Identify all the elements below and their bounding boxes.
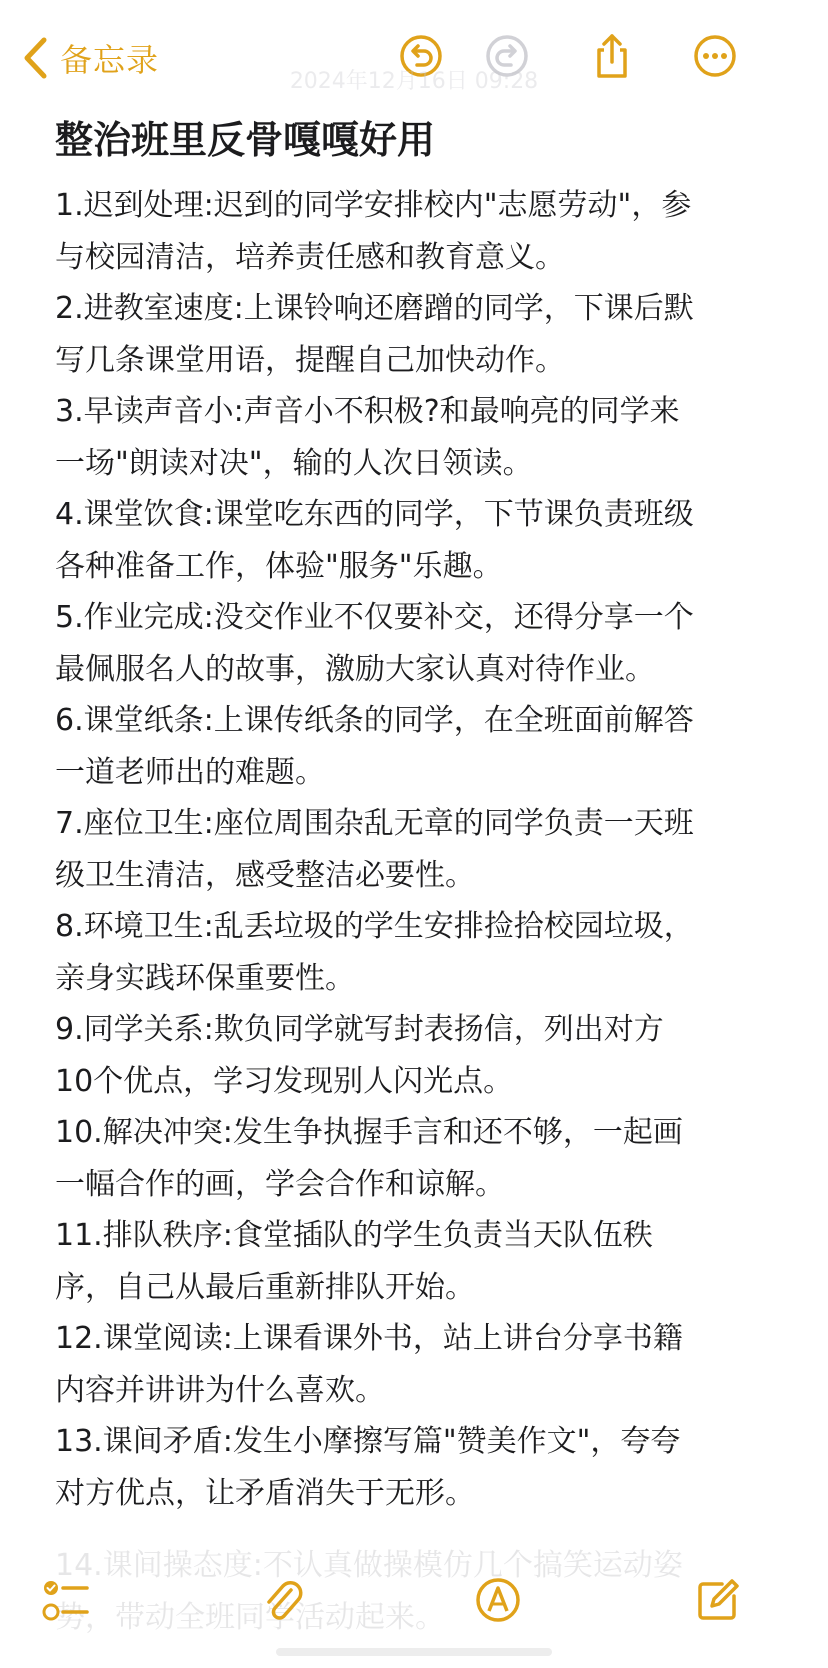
markup-icon[interactable] [470, 1572, 526, 1628]
note-line: 最佩服名人的故事，激励大家认真对待作业。 [55, 651, 655, 687]
note-line: 9.同学关系:欺负同学就写封表扬信，列出对方 [55, 1012, 664, 1047]
note-line: 5.作业完成:没交作业不仅要补交，还得分享一个 [55, 600, 694, 635]
note-line: 12.课堂阅读:上课看课外书，站上讲台分享书籍 [55, 1321, 683, 1356]
back-label: 备忘录 [60, 41, 160, 79]
share-icon[interactable] [584, 28, 640, 84]
note-line: 对方优点，让矛盾消失于无形。 [55, 1475, 475, 1511]
note-line: 一幅合作的画，学会合作和谅解。 [55, 1166, 505, 1202]
chevron-left-icon [22, 36, 48, 80]
top-navigation-bar [0, 0, 828, 112]
note-line: 一道老师出的难题。 [55, 754, 325, 790]
back-button[interactable] [22, 30, 159, 86]
note-date: 2024年12月16日 09:28 [289, 69, 539, 94]
note-line: 写几条课堂用语，提醒自己加快动作。 [55, 342, 565, 378]
note-line: 序，自己从最后重新排队开始。 [55, 1269, 475, 1305]
note-line: 2.进教室速度:上课铃响还磨蹭的同学，下课后默 [55, 291, 694, 326]
note-line: 8.环境卫生:乱丢垃圾的学生安排捡拾校园垃圾， [55, 909, 694, 944]
note-line: 11.排队秩序:食堂插队的学生负责当天队伍秩 [55, 1218, 653, 1253]
note-line: 4.课堂饮食:课堂吃东西的同学，下节课负责班级 [55, 497, 694, 532]
note-line: 各种准备工作，体验"服务"乐趣。 [55, 548, 503, 584]
note-line: 3.早读声音小:声音小不积极?和最响亮的同学来 [55, 394, 680, 429]
attachment-icon[interactable] [255, 1572, 311, 1628]
note-line: 1.迟到处理:迟到的同学安排校内"志愿劳动"，参 [55, 188, 692, 223]
note-line: 一场"朗读对决"，输的人次日领读。 [55, 445, 533, 481]
note-line: 亲身实践环保重要性。 [55, 960, 355, 996]
redo-icon[interactable] [479, 28, 535, 84]
note-line: 6.课堂纸条:上课传纸条的同学，在全班面前解答 [55, 703, 694, 738]
note-line: 10个优点，学习发现别人闪光点。 [55, 1063, 514, 1099]
undo-icon[interactable] [393, 28, 449, 84]
note-line: 内容并讲讲为什么喜欢。 [55, 1372, 385, 1408]
note-line: 10.解决冲突:发生争执握手言和还不够，一起画 [55, 1115, 683, 1150]
note-line: 级卫生清洁，感受整洁必要性。 [55, 857, 475, 893]
more-icon[interactable] [687, 28, 743, 84]
checklist-icon[interactable] [38, 1572, 94, 1628]
note-body[interactable] [55, 180, 775, 1519]
note-line: 7.座位卫生:座位周围杂乱无章的同学负责一天班 [55, 806, 694, 841]
note-line: 13.课间矛盾:发生小摩擦写篇"赞美作文"，夸夸 [55, 1424, 681, 1459]
home-indicator [276, 1648, 552, 1656]
compose-icon[interactable] [690, 1572, 746, 1628]
note-faded-line: 势，带动全班同学活动起来。 [55, 1599, 445, 1635]
note-title[interactable]: 整治班里反骨嘎嘎好用 [55, 118, 436, 162]
note-faded-line: 14.课间操态度:不认真做操模仿几个搞笑运动姿 [55, 1548, 683, 1583]
note-line: 与校园清洁，培养责任感和教育意义。 [55, 239, 565, 275]
